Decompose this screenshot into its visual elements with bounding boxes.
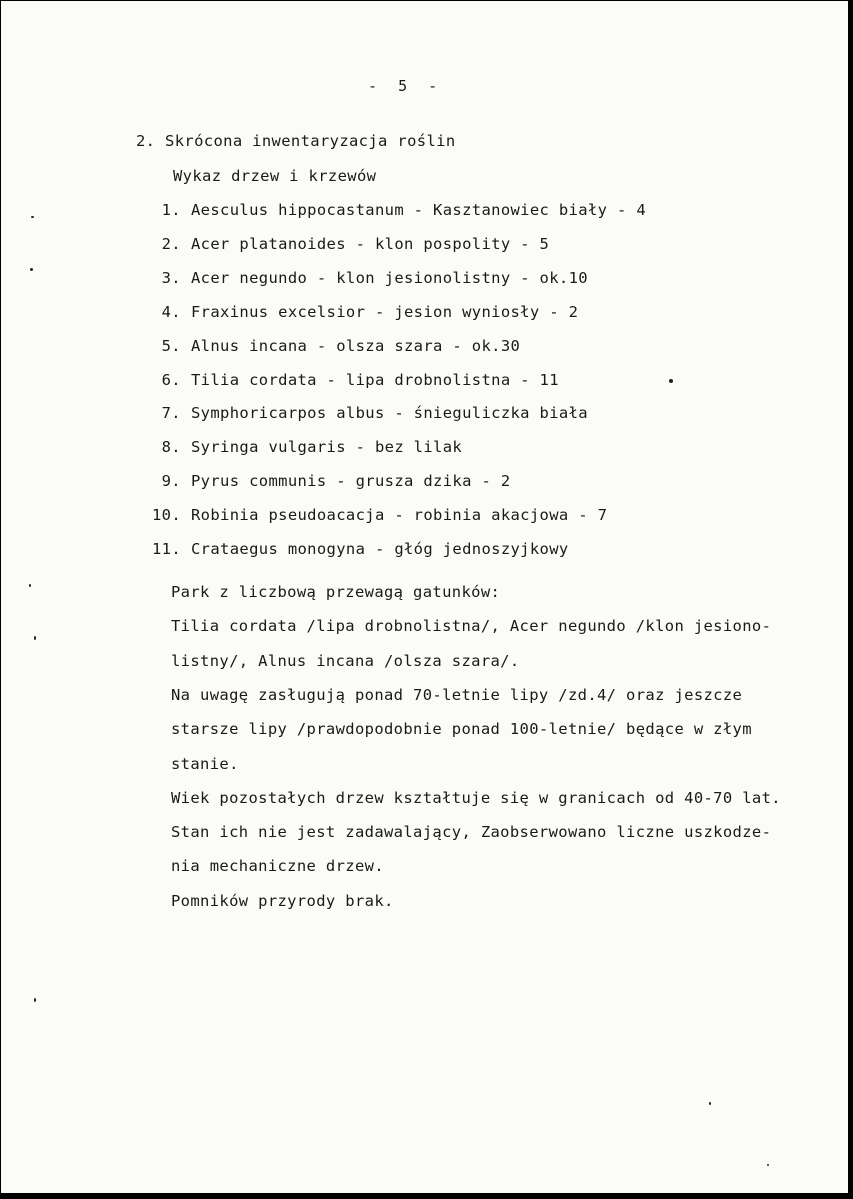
list-item-text: Tilia cordata - lipa drobnolistna - 11 (191, 370, 559, 389)
list-item-text: Aesculus hippocastanum - Kasztanowiec biały - 4 (191, 201, 647, 219)
list-item-number: 9. (161, 472, 181, 491)
list-item-number: 6. (161, 370, 181, 389)
list-item-number: 1. (161, 201, 181, 219)
list-item-text: Symphoricarpos albus - śnieguliczka biała (191, 404, 588, 423)
document-page (1, 1, 848, 1193)
list-item-number: 3. (161, 268, 181, 287)
list-item-number: 8. (161, 438, 181, 457)
scan-speck (30, 268, 33, 271)
list-item-text: Robinia pseudoacacja - robinia akacjowa - 7 (191, 506, 608, 525)
paragraph-line: Wiek pozostałych drzew kształtuje się w granicach od 40-70 lat. (171, 788, 781, 807)
paragraph-line: Stan ich nie jest zadawalający, Zaobserwowano liczne uszkodze- (171, 823, 772, 842)
scan-speck (34, 636, 36, 640)
list-item-text: Acer platanoides - klon pospolity - 5 (191, 234, 550, 253)
scan-speck (34, 998, 36, 1002)
list-item-number: 7. (161, 404, 181, 423)
list-item-text: Acer negundo - klon jesionolistny - ok.10 (191, 268, 588, 287)
paragraph-line: listny/, Alnus incana /olsza szara/. (171, 651, 520, 670)
list-item-text: Alnus incana - olsza szara - ok.30 (191, 336, 521, 355)
paragraph-line: Tilia cordata /lipa drobnolistna/, Acer negundo /klon jesiono- (171, 617, 772, 636)
list-heading: Wykaz drzew i krzewów (173, 167, 377, 185)
scan-speck (709, 1102, 711, 1105)
list-item-number: 4. (161, 302, 181, 321)
list-item-text: Pyrus communis - grusza dzika - 2 (191, 472, 511, 491)
paragraph-line: Na uwagę zasługują ponad 70-letnie lipy /zd.4/ oraz jeszcze (171, 685, 743, 704)
paragraph-line: nia mechaniczne drzew. (171, 857, 384, 876)
list-item-text: Crataegus monogyna - głóg jednoszyjkowy (191, 540, 569, 558)
paragraph-line: stanie. (171, 754, 239, 773)
paragraph-line: Pomników przyrody brak. (171, 891, 394, 910)
scan-speck (669, 379, 673, 383)
scan-speck (767, 1164, 769, 1166)
section-heading: 2. Skrócona inwentaryzacja roślin (136, 132, 456, 150)
page-number: - 5 - (368, 77, 439, 95)
list-item-text: Fraxinus excelsior - jesion wyniosły - 2 (191, 302, 579, 321)
list-item-number: 5. (161, 336, 181, 355)
list-item-number: 11. (151, 540, 181, 558)
scan-speck (31, 216, 34, 218)
list-item-number: 2. (161, 234, 181, 253)
list-item-text: Syringa vulgaris - bez lilak (191, 438, 463, 457)
list-item-number: 10. (151, 506, 181, 525)
paragraph-line: Park z liczbową przewagą gatunków: (171, 583, 501, 601)
scan-speck (29, 584, 31, 587)
paragraph-line: starsze lipy /prawdopodobnie ponad 100-letnie/ będące w złym (171, 720, 752, 739)
